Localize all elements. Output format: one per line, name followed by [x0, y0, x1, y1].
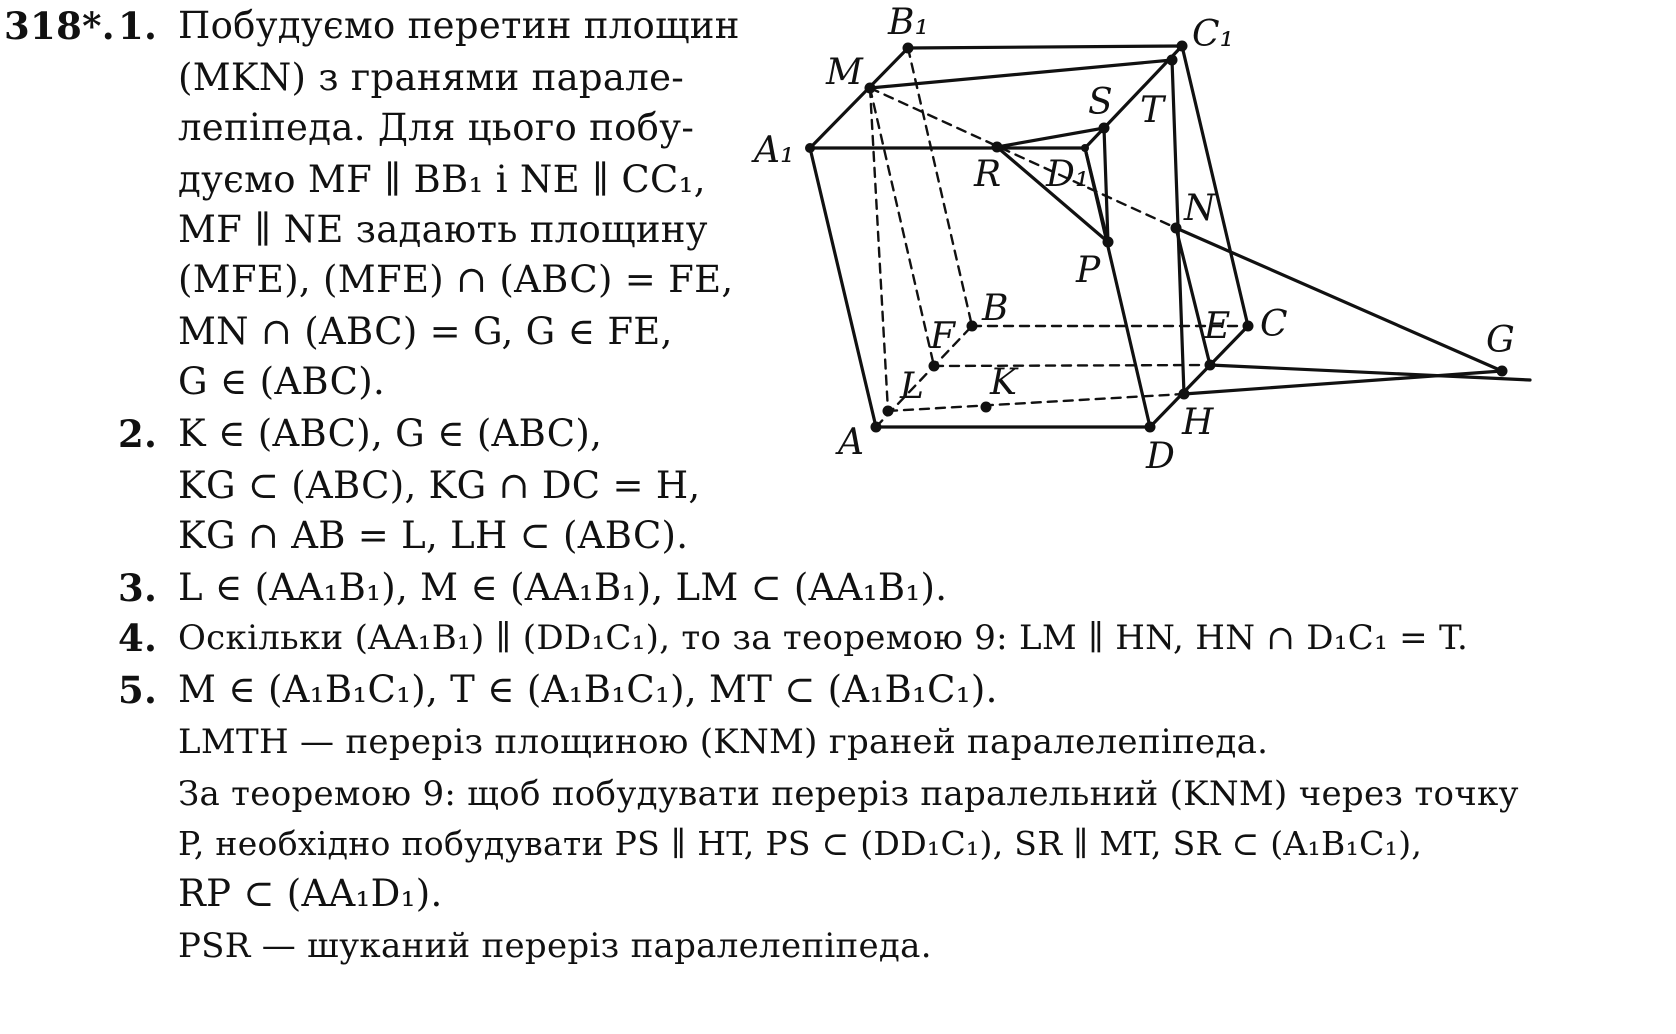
point-c [1243, 321, 1254, 332]
point-l [883, 406, 894, 417]
point-d [1145, 422, 1156, 433]
point-h [1179, 389, 1190, 400]
label-a1: A₁ [754, 130, 795, 171]
point-t [1167, 55, 1178, 66]
step-text-line: (MKN) з гранями парале- [178, 56, 685, 99]
label-p: P [1076, 250, 1101, 291]
point-c1 [1177, 41, 1188, 52]
step-text-line: лепіпеда. Для цього побу- [178, 106, 695, 149]
edge-b1-c1 [908, 46, 1182, 48]
step-text-line: Оскільки (AA₁B₁) ∥ (DD₁C₁), то за теоремою 9: LM ∥ HN, HN ∩ D₁C₁ = T. [178, 618, 1469, 658]
hidden-line-f-e [934, 365, 1210, 366]
point-k [981, 402, 992, 413]
point-g [1497, 366, 1508, 377]
step-text-line: KG ∩ AB = L, LH ⊂ (ABC). [178, 514, 689, 557]
edge-c1-c [1182, 46, 1248, 326]
label-b1: B₁ [888, 2, 929, 43]
point-s [1099, 123, 1110, 134]
step-text-line: L ∈ (AA₁B₁), M ∈ (AA₁B₁), LM ⊂ (AA₁B₁). [178, 566, 948, 609]
hidden-line-m-f [870, 88, 934, 366]
point-d1 [1081, 144, 1089, 152]
step-text-line: M ∈ (A₁B₁C₁), T ∈ (A₁B₁C₁), MT ⊂ (A₁B₁C₁). [178, 668, 998, 711]
point-b [967, 321, 978, 332]
step-text-line: PSR — шуканий переріз паралелепіпеда. [178, 926, 932, 966]
point-m [865, 83, 876, 94]
label-d: D [1146, 436, 1175, 477]
step-number: 2. [118, 412, 158, 456]
step-text-line: дуємо MF ∥ BB₁ і NE ∥ CC₁, [178, 158, 706, 201]
point-r [992, 142, 1003, 153]
label-m: M [826, 52, 863, 93]
step-number: 1. [118, 4, 158, 48]
hidden-line-l-h [888, 394, 1184, 411]
step-text-line: LMTH — переріз площиною (KNM) граней паралелепіпеда. [178, 722, 1269, 762]
label-b: B [982, 288, 1009, 329]
step-text-line: K ∈ (ABC), G ∈ (ABC), [178, 412, 603, 455]
point-a1 [805, 143, 815, 153]
step-number: 3. [118, 566, 158, 610]
label-f: F [930, 316, 955, 357]
label-t: T [1140, 90, 1165, 131]
label-c: C [1260, 304, 1288, 345]
step-text-line: P, необхідно побудувати PS ∥ HT, PS ⊂ (DD₁C₁), SR ∥ MT, SR ⊂ (A₁B₁C₁), [178, 824, 1423, 863]
label-e: E [1204, 306, 1231, 347]
step-text-line: MN ∩ (ABC) = G, G ∈ FE, [178, 310, 673, 353]
problem-number: 318*. [4, 4, 115, 48]
label-d1: D₁ [1046, 154, 1090, 195]
step-text-line: KG ⊂ (ABC), KG ∩ DC = H, [178, 464, 701, 507]
hidden-line-m-n [870, 88, 1176, 228]
step-text-line: За теоремою 9: щоб побудувати переріз паралельний (KNM) через точку [178, 774, 1519, 814]
step-text-line: (MFE), (MFE) ∩ (ABC) = FE, [178, 258, 734, 301]
point-a [871, 422, 882, 433]
step-number: 4. [118, 616, 158, 660]
line-h-g [1184, 371, 1502, 394]
label-g: G [1486, 320, 1515, 361]
step-text-line: MF ∥ NE задають площину [178, 208, 708, 251]
point-b1 [903, 43, 914, 54]
label-k: K [990, 362, 1017, 403]
label-c1: C₁ [1192, 14, 1234, 55]
label-l: L [900, 366, 924, 407]
step-text-line: G ∈ (ABC). [178, 360, 386, 403]
label-a: A [838, 422, 864, 463]
point-p [1103, 237, 1114, 248]
point-f [929, 361, 940, 372]
label-s: S [1088, 82, 1113, 123]
hidden-edge-b1-b [908, 48, 972, 326]
label-n: N [1184, 188, 1216, 229]
step-number: 5. [118, 668, 158, 712]
step-text-line: Побудуємо перетин площин [178, 4, 740, 47]
hidden-line-m-l [870, 88, 888, 411]
point-e [1205, 360, 1216, 371]
label-h: H [1182, 402, 1214, 443]
edge-a1-a [810, 148, 876, 427]
point-n [1171, 223, 1182, 234]
label-r: R [974, 154, 1002, 195]
step-text-line: RP ⊂ (AA₁D₁). [178, 872, 443, 915]
